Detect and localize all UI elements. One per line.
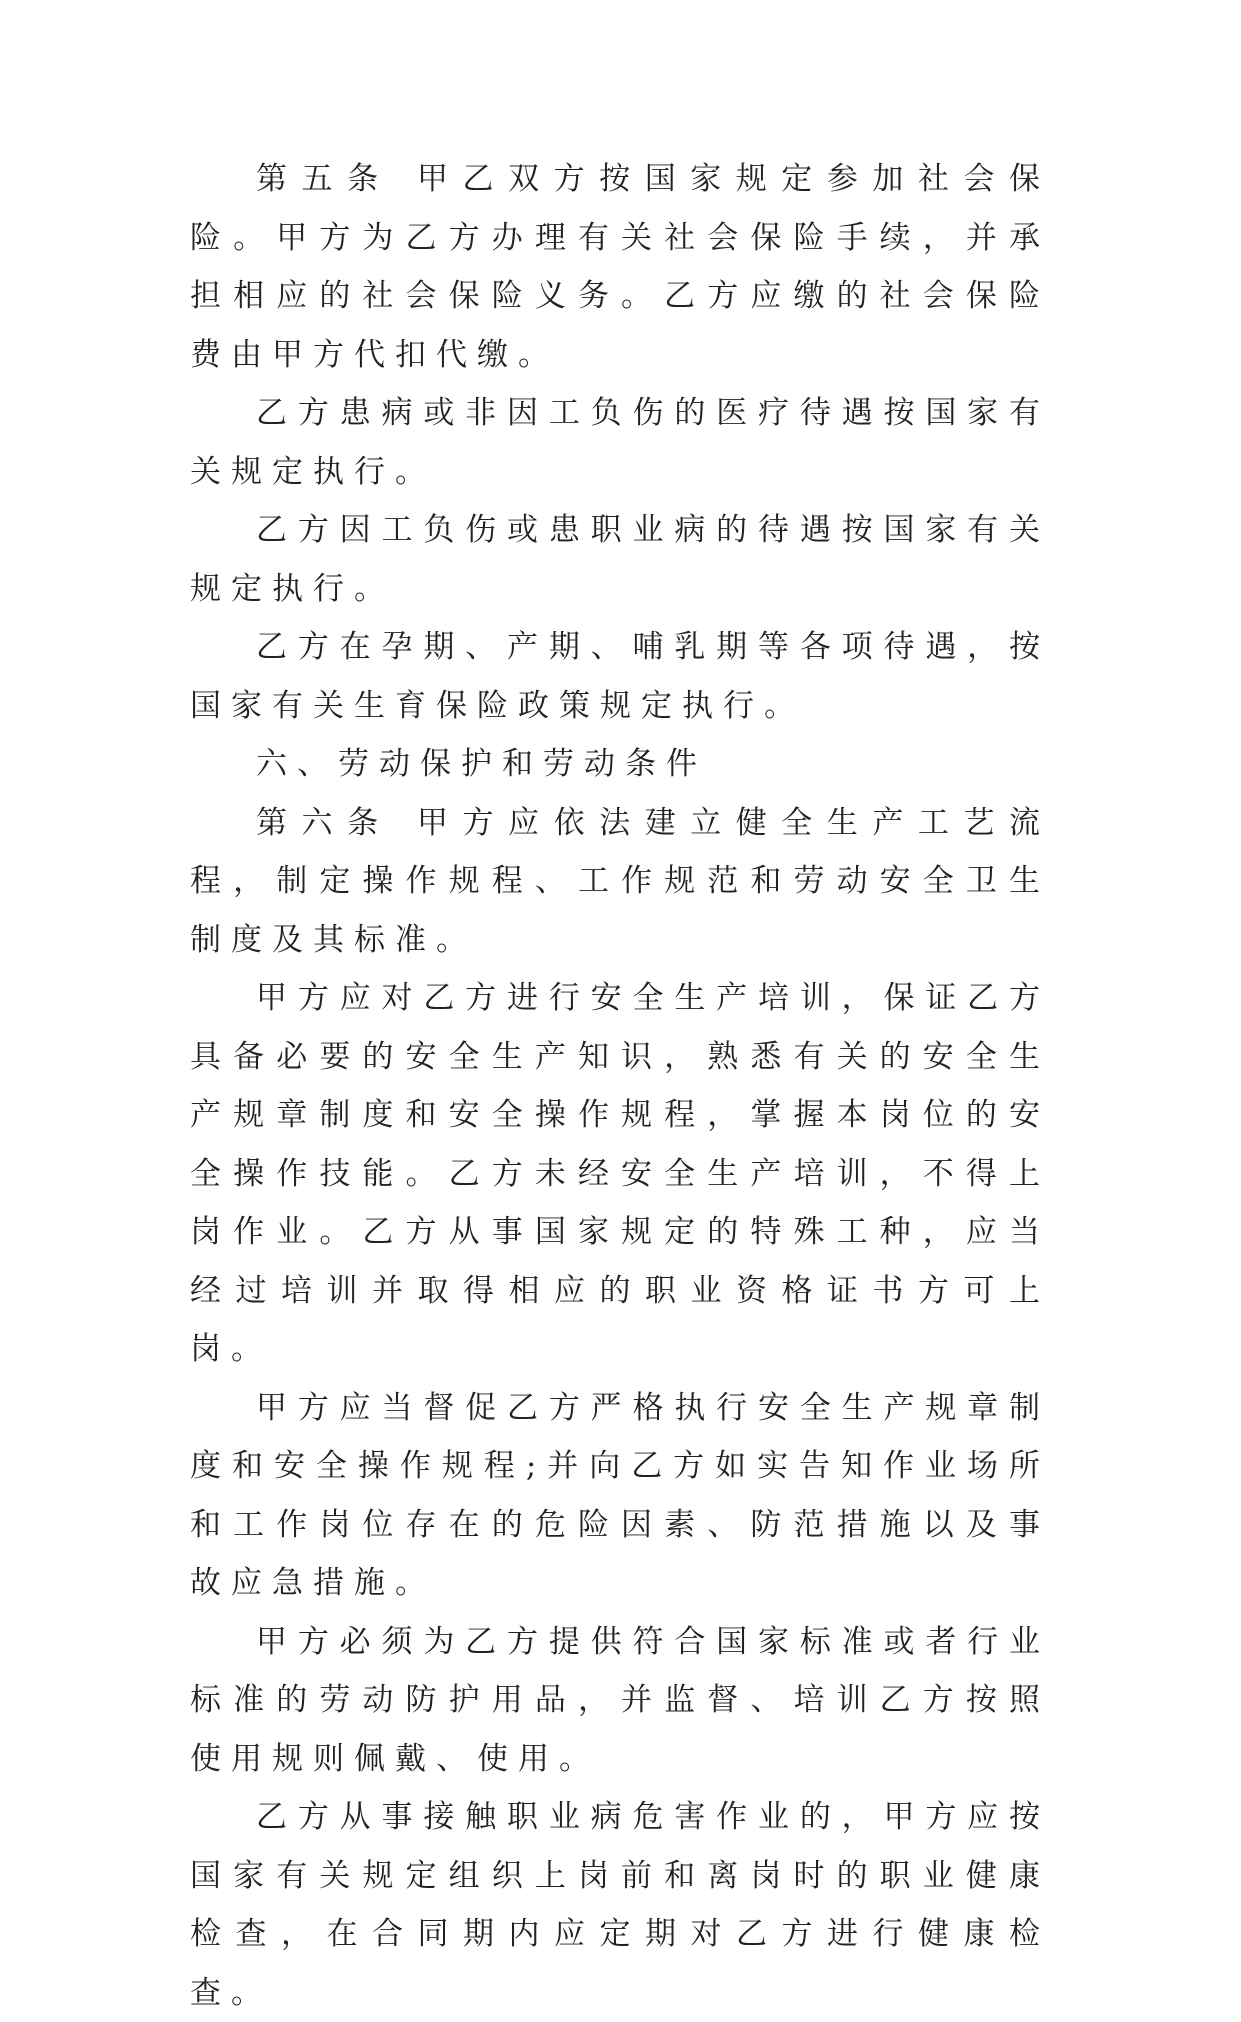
document-page — [190, 150, 1050, 2022]
paragraph-health-checks: 乙方从事接触职业病危害作业的，甲方应按国家有关规定组织上岗前和离岗时的职业健康检查，在合同期内应定期对乙方进行健康检查。 — [190, 1799, 1050, 2011]
paragraph-work-injury: 乙方因工负伤或患职业病的待遇按国家有关规定执行。 — [190, 512, 1050, 607]
paragraph-safety-training: 甲方应对乙方进行安全生产培训，保证乙方具备必要的安全生产知识，熟悉有关的安全生产规章制度和安全操作规程，掌握本岗位的安全操作技能。乙方未经安全生产培训，不得上岗作业。乙方从事国家规定的特殊工种，应当经过培训并取得相应的职业资格证书方可上岗。 — [190, 980, 1050, 1367]
section-heading-labor-protection: 六、劳动保护和劳动条件 — [256, 746, 707, 782]
paragraph-illness-treatment: 乙方患病或非因工负伤的医疗待遇按国家有关规定执行。 — [190, 395, 1050, 490]
paragraph-article-5: 第五条 甲乙双方按国家规定参加社会保险。甲方为乙方办理有关社会保险手续，并承担相应的社会保险义务。乙方应缴的社会保险费由甲方代扣代缴。 — [190, 161, 1050, 373]
paragraph-article-6: 第六条 甲方应依法建立健全生产工艺流程，制定操作规程、工作规范和劳动安全卫生制度及其标准。 — [190, 804, 1050, 958]
paragraph-safety-supervision: 甲方应当督促乙方严格执行安全生产规章制度和安全操作规程;并向乙方如实告知作业场所和工作岗位存在的危险因素、防范措施以及事故应急措施。 — [190, 1389, 1050, 1601]
paragraph-protective-equipment: 甲方必须为乙方提供符合国家标准或者行业标准的劳动防护用品，并监督、培训乙方按照使用规则佩戴、使用。 — [190, 1623, 1050, 1777]
paragraph-maternity: 乙方在孕期、产期、哺乳期等各项待遇，按国家有关生育保险政策规定执行。 — [190, 629, 1050, 724]
